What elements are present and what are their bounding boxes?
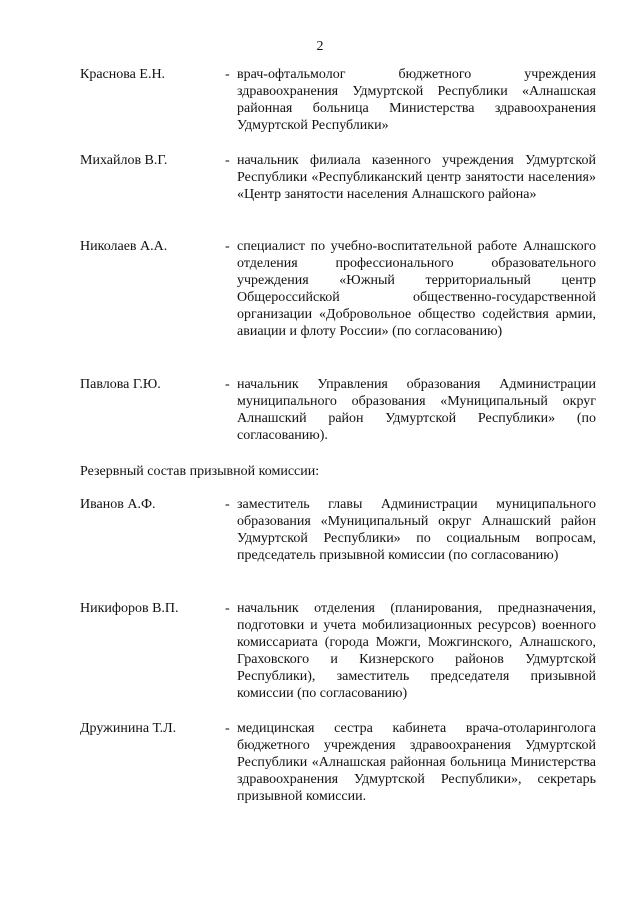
member-role: специалист по учебно-воспитательной работе Алнашского отделения профессионального образовательного учреждения «Южный территориальный центр Общероссийской общественно-государственной организации «Добровольное общество содействия армии, авиации и флоту России» (по согласованию): [237, 239, 596, 339]
member-role: начальник отделения (планирования, предназначения, подготовки и учета мобилизационных ресурсов) военного комиссариата (города Можги, Можгинского, Алнашского, Граховского и Кизнерского районов Удмуртской Республики), заместитель председателя призывной комиссии (по согласованию): [237, 601, 596, 701]
member-entry: [80, 66, 596, 134]
member-role: начальник филиала казенного учреждения Удмуртской Республики «Республиканский центр занятости населения» «Центр занятости населения Алнашского района»: [237, 153, 596, 202]
dash: -: [225, 497, 230, 512]
member-name: Павлова Г.Ю.: [80, 377, 161, 392]
member-name: Михайлов В.Г.: [80, 153, 168, 168]
member-name: Николаев А.А.: [80, 239, 168, 254]
member-name: Никифоров В.П.: [80, 601, 179, 616]
dash: -: [225, 377, 230, 392]
dash: -: [225, 601, 230, 616]
page-number: 2: [316, 39, 324, 54]
dash: -: [225, 153, 230, 168]
dash: -: [225, 721, 230, 736]
member-name: Иванов А.Ф.: [80, 497, 156, 512]
member-entry: [80, 152, 596, 203]
member-role: врач-офтальмолог бюджетного учреждения здравоохранения Удмуртской Республики «Алнашская районная больница Министерства здравоохранения Удмуртской Республики»: [237, 67, 596, 133]
member-entry: [80, 376, 596, 444]
member-entry: [80, 238, 596, 340]
dash: -: [225, 67, 230, 82]
reserve-entry: [80, 720, 596, 805]
member-name: Дружинина Т.Л.: [80, 721, 177, 736]
member-role: заместитель главы Администрации муниципального образования «Муниципальный округ Алнашский район Удмуртской Республики» по социальным вопросам, председатель призывной комиссии (по согласованию): [237, 497, 596, 563]
reserve-entry: [80, 496, 596, 564]
reserve-heading: Резервный состав призывной комиссии:: [80, 464, 320, 479]
member-role: начальник Управления образования Администрации муниципального образования «Муниципальный округ Алнашский район Удмуртской Республики» (по согласованию).: [237, 377, 596, 443]
member-name: Краснова Е.Н.: [80, 67, 166, 82]
member-role: медицинская сестра кабинета врача-отоларинголога бюджетного учреждения здравоохранения Удмуртской Республики «Алнашская районная больница Министерства здравоохранения Удмуртской Республики», секретарь призывной комиссии.: [237, 721, 596, 804]
dash: -: [225, 239, 230, 254]
reserve-entry: [80, 600, 596, 702]
